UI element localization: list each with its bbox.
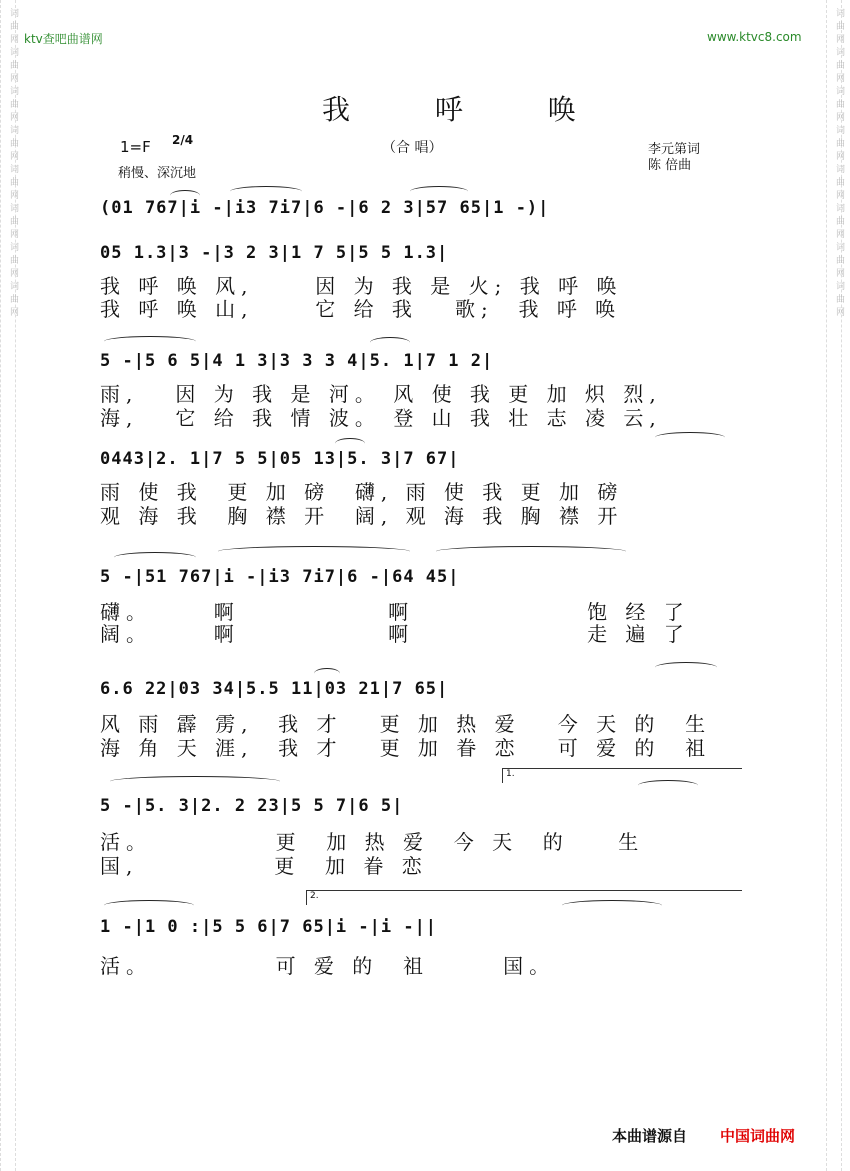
slur-mark [562, 900, 662, 911]
notation-line: 05 1.3|3 -|3 2 3|1 7 5|5 5 1.3| [100, 243, 449, 263]
lyric-verse-1: 我 呼 唤 风, 因 为 我 是 火; 我 呼 唤 [100, 274, 623, 298]
song-title: 我 呼 唤 [322, 93, 614, 126]
footer-source-link[interactable]: 中国词曲网 [720, 1127, 796, 1145]
slur-mark [114, 552, 196, 563]
slur-mark [104, 900, 194, 911]
footer-source-label: 本曲谱源自 [612, 1127, 688, 1145]
notation-line: 5 -|5. 3|2. 2 23|5 5 7|6 5| [100, 796, 404, 816]
right-watermark-strip [826, 0, 842, 1171]
slur-mark [436, 546, 626, 557]
slur-mark [104, 336, 196, 347]
header-left-site[interactable]: ktv查吧曲谱网 [24, 32, 103, 46]
right-watermark-text: 词曲网词曲网词曲网词曲网词曲网词曲网词曲网词曲网 [834, 8, 844, 320]
header-right-site[interactable]: www.ktvc8.com [707, 30, 802, 44]
second-ending-bracket: 2. [306, 890, 742, 905]
notation-line: (01 767|i -|i3 7i7|6 -|6 2 3|57 65|1 -)| [100, 198, 550, 218]
slur-mark [230, 186, 302, 197]
slur-mark [170, 190, 200, 201]
left-watermark-strip [0, 0, 16, 1171]
slur-mark [655, 432, 725, 443]
lyric-verse-1: 礴。 啊 啊 饱 经 了 [100, 600, 690, 624]
notation-line: 5 -|51 767|i -|i3 7i7|6 -|64 45| [100, 567, 460, 587]
lyric-verse-1: 风 雨 霹 雳, 我 才 更 加 热 爱 今 天 的 生 [100, 712, 712, 736]
lyric-verse-2: 海 角 天 涯, 我 才 更 加 眷 恋 可 爱 的 祖 [100, 736, 712, 760]
slur-mark [335, 438, 365, 449]
subtitle: （合 唱） [382, 140, 443, 156]
score-row-intro [100, 198, 740, 238]
slur-mark [218, 546, 410, 557]
slur-mark [370, 337, 410, 348]
time-signature: 2/4 [172, 133, 194, 147]
lyric-verse-2: 阔。 啊 啊 走 遍 了 [100, 622, 690, 646]
lyric-verse-1: 雨 使 我 更 加 磅 礴, 雨 使 我 更 加 磅 [100, 480, 624, 504]
notation-line: 5 -|5 6 5|4 1 3|3 3 3 4|5. 1|7 1 2| [100, 351, 494, 371]
slur-mark [638, 780, 698, 791]
lyric-verse-1: 活。 更 加 热 爱 今 天 的 生 [100, 830, 645, 854]
lyric-verse-2: 海, 它 给 我 情 波。 登 山 我 壮 志 凌 云, [100, 406, 662, 430]
tempo-marking: 稍慢、深沉地 [118, 166, 197, 181]
key-signature: 1=F [120, 138, 151, 156]
lyric-verse-1: 雨, 因 为 我 是 河。 风 使 我 更 加 炽 烈, [100, 382, 662, 406]
lyricist-credit: 李元第词 [648, 142, 701, 157]
notation-line: 0443|2. 1|7 5 5|05 13|5. 3|7 67| [100, 449, 460, 469]
first-ending-bracket: 1. [502, 768, 742, 783]
lyric-verse-2: 我 呼 唤 山, 它 给 我 歌; 我 呼 唤 [100, 297, 622, 321]
composer-credit: 陈 倍曲 [648, 158, 692, 173]
slur-mark [110, 776, 280, 787]
notation-line: 1 -|1 0 :|5 5 6|7 65|i -|i -|| [100, 917, 438, 937]
lyric-verse-2: 观 海 我 胸 襟 开 阔, 观 海 我 胸 襟 开 [100, 504, 624, 528]
slur-mark [655, 662, 717, 673]
slur-mark [410, 186, 468, 197]
slur-mark [314, 668, 340, 679]
left-watermark-text: 词曲网词曲网词曲网词曲网词曲网词曲网词曲网词曲网 [8, 8, 18, 320]
lyric-verse-1: 活。 可 爱 的 祖 国。 [100, 954, 556, 978]
lyric-verse-2: 国, 更 加 眷 恋 [100, 854, 428, 878]
notation-line: 6.6 22|03 34|5.5 11|03 21|7 65| [100, 679, 449, 699]
